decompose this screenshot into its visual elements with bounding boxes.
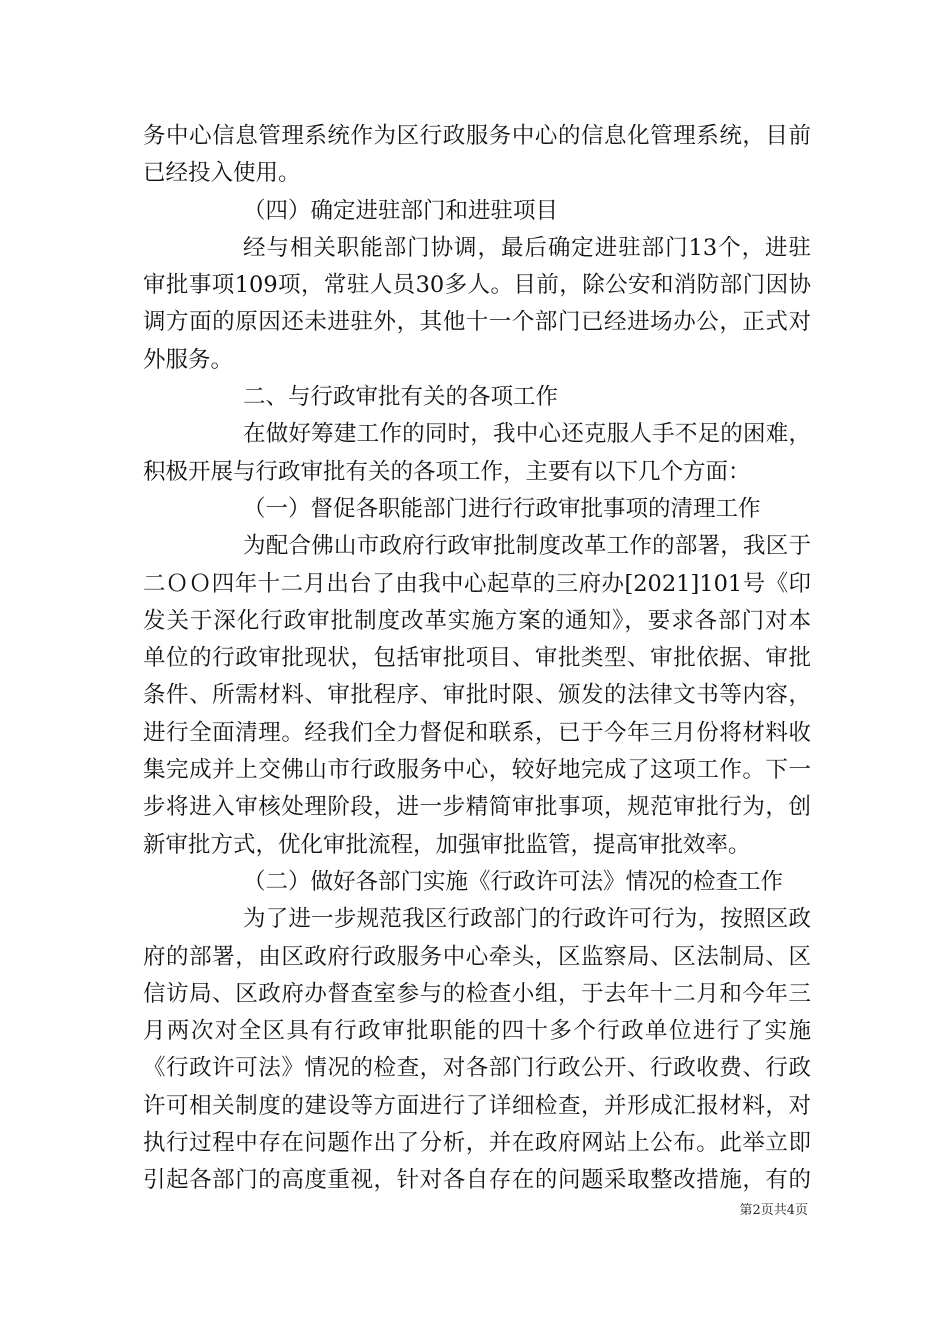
text-line: 新审批方式，优化审批流程，加强审批监管，提高审批效率。 (143, 831, 751, 858)
text-line: （二）做好各部门实施《行政许可法》情况的检查工作 (243, 868, 784, 895)
text-line: 集完成并上交佛山市行政服务中心，较好地完成了这项工作。下一 (143, 757, 811, 784)
text-line: 调方面的原因还未进驻外，其他十一个部门已经进场办公，正式对 (143, 309, 811, 336)
text-line: 积极开展与行政审批有关的各项工作，主要有以下几个方面： (143, 458, 751, 485)
text-line: （四）确定进驻部门和进驻项目 (243, 197, 559, 224)
text-line: 为配合佛山市政府行政审批制度改革工作的部署，我区于 (243, 533, 811, 560)
document-body (143, 118, 811, 1200)
text-line: 许可相关制度的建设等方面进行了详细检查，并形成汇报材料，对 (143, 1092, 811, 1119)
text-line: 《行政许可法》情况的检查，对各部门行政公开、行政收费、行政 (143, 1055, 811, 1082)
text-line: 执行过程中存在问题作出了分析，并在政府网站上公布。此举立即 (143, 1130, 811, 1157)
text-line: 经与相关职能部门协调，最后确定进驻部门13个，进驻 (243, 234, 811, 261)
text-line: 引起各部门的高度重视，针对各自存在的问题采取整改措施，有的 (143, 1167, 811, 1194)
text-line: （一）督促各职能部门进行行政审批事项的清理工作 (243, 495, 761, 522)
text-line: 为了进一步规范我区行政部门的行政许可行为，按照区政 (243, 906, 811, 933)
text-line: 二、与行政审批有关的各项工作 (243, 384, 559, 411)
text-line: 外服务。 (143, 346, 234, 373)
text-line: 发关于深化行政审批制度改革实施方案的通知》，要求各部门对本 (143, 607, 811, 634)
text-line: 府的部署，由区政府行政服务中心牵头，区监察局、区法制局、区 (143, 943, 811, 970)
text-line: 步将进入审核处理阶段，进一步精简审批事项，规范审批行为，创 (143, 794, 811, 821)
text-line: 条件、所需材料、审批程序、审批时限、颁发的法律文书等内容， (143, 682, 811, 709)
text-line: 月两次对全区具有行政审批职能的四十多个行政单位进行了实施 (143, 1018, 811, 1045)
text-line: 务中心信息管理系统作为区行政服务中心的信息化管理系统，目前 (143, 123, 811, 149)
text-line: 信访局、区政府办督查室参与的检查小组，于去年十二月和今年三 (143, 980, 811, 1007)
text-line: 在做好筹建工作的同时，我中心还克服人手不足的困难， (243, 421, 811, 448)
page-number-footer: 第2页共4页 (739, 1203, 808, 1218)
text-line: 单位的行政审批现状，包括审批项目、审批类型、审批依据、审批 (143, 645, 811, 672)
text-line: 审批事项109项，常驻人员30多人。目前，除公安和消防部门因协 (143, 272, 811, 299)
text-line: 二ＯＯ四年十二月出台了由我中心起草的三府办[2021]101号《印 (143, 570, 811, 597)
text-line: 已经投入使用。 (143, 160, 301, 187)
text-line: 进行全面清理。经我们全力督促和联系，已于今年三月份将材料收 (143, 719, 811, 746)
